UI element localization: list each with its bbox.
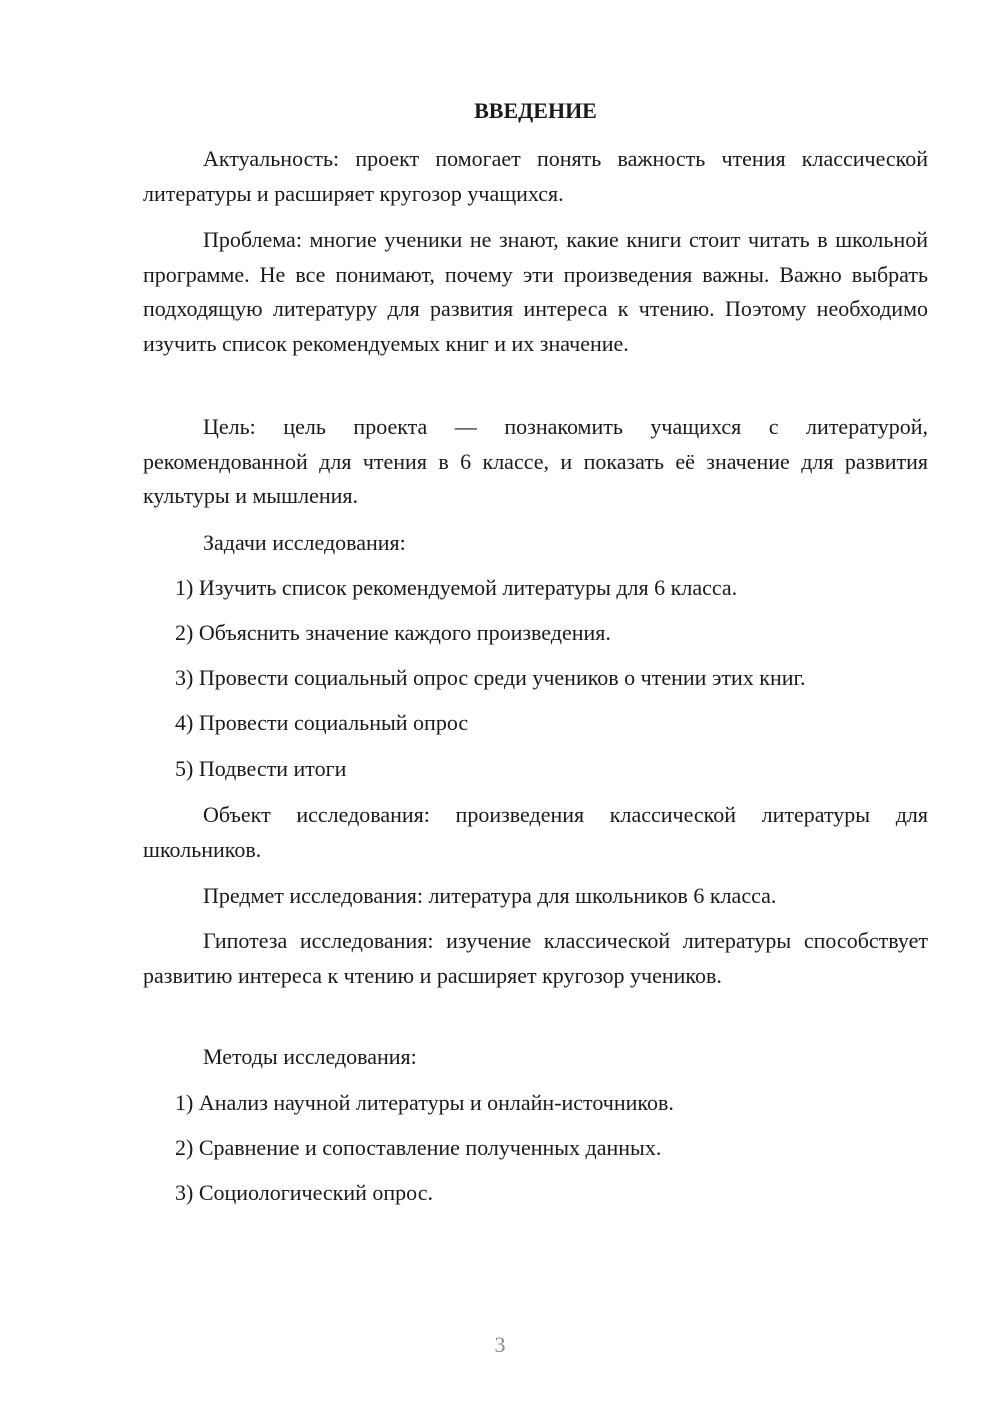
list-item: 1) Анализ научной литературы и онлайн-источников. <box>175 1090 674 1115</box>
list-item: 2) Сравнение и сопоставление полученных данных. <box>175 1135 662 1160</box>
goal-paragraph-block <box>143 410 928 514</box>
relevance-paragraph-block <box>143 142 928 211</box>
methods-list-item-3 <box>143 1176 928 1211</box>
subject-paragraph: Предмет исследования: литература для школьников 6 класса. <box>203 883 777 908</box>
methods-title-block <box>143 1040 928 1075</box>
relevance-paragraph: Актуальность: проект помогает понять важность чтения классической литературы и расширяет кругозор учащихся. <box>143 146 928 206</box>
hypothesis-paragraph: Гипотеза исследования: изучение классической литературы способствует развитию интереса к чтению и расширяет кругозор учеников. <box>143 928 928 988</box>
problem-paragraph-block <box>143 223 928 361</box>
subject-paragraph-block <box>143 879 928 914</box>
list-item: 1) Изучить список рекомендуемой литературы для 6 класса. <box>175 575 738 600</box>
page-title: ВВЕДЕНИЕ <box>474 98 597 123</box>
list-item: 3) Социологический опрос. <box>175 1180 433 1205</box>
list-item: 2) Объяснить значение каждого произведения. <box>175 620 611 645</box>
page-number: 3 <box>494 1332 506 1357</box>
problem-paragraph: Проблема: многие ученики не знают, какие книги стоит читать в школьной программе. Не все понимают, почему эти произведения важны. Важно выбрать подходящую литературу для развития интереса к чтению. Поэтому необходимо изучить список рекомендуемых книг и их значение. <box>143 227 928 356</box>
list-item: 5) Подвести итоги <box>175 756 347 781</box>
tasks-list-item-1 <box>143 571 928 606</box>
tasks-title: Задачи исследования: <box>203 530 406 555</box>
tasks-list-item-5 <box>143 752 928 787</box>
methods-list-item-1 <box>143 1086 928 1121</box>
object-paragraph-block <box>143 798 928 867</box>
tasks-list-item-2 <box>143 616 928 651</box>
list-item: 3) Провести социальный опрос среди учеников о чтении этих книг. <box>175 665 806 690</box>
tasks-list-item-3 <box>143 661 928 696</box>
methods-title: Методы исследования: <box>203 1044 417 1069</box>
list-item: 4) Провести социальный опрос <box>175 710 469 735</box>
hypothesis-paragraph-block <box>143 924 928 993</box>
tasks-list-item-4 <box>143 706 928 741</box>
object-paragraph: Объект исследования: произведения классической литературы для школьников. <box>143 802 928 862</box>
methods-list-item-2 <box>143 1131 928 1166</box>
tasks-title-block <box>143 526 928 561</box>
goal-paragraph: Цель: цель проекта — познакомить учащихся с литературой, рекомендованной для чтения в 6 классе, и показать её значение для развития культуры и мышления. <box>143 414 928 508</box>
